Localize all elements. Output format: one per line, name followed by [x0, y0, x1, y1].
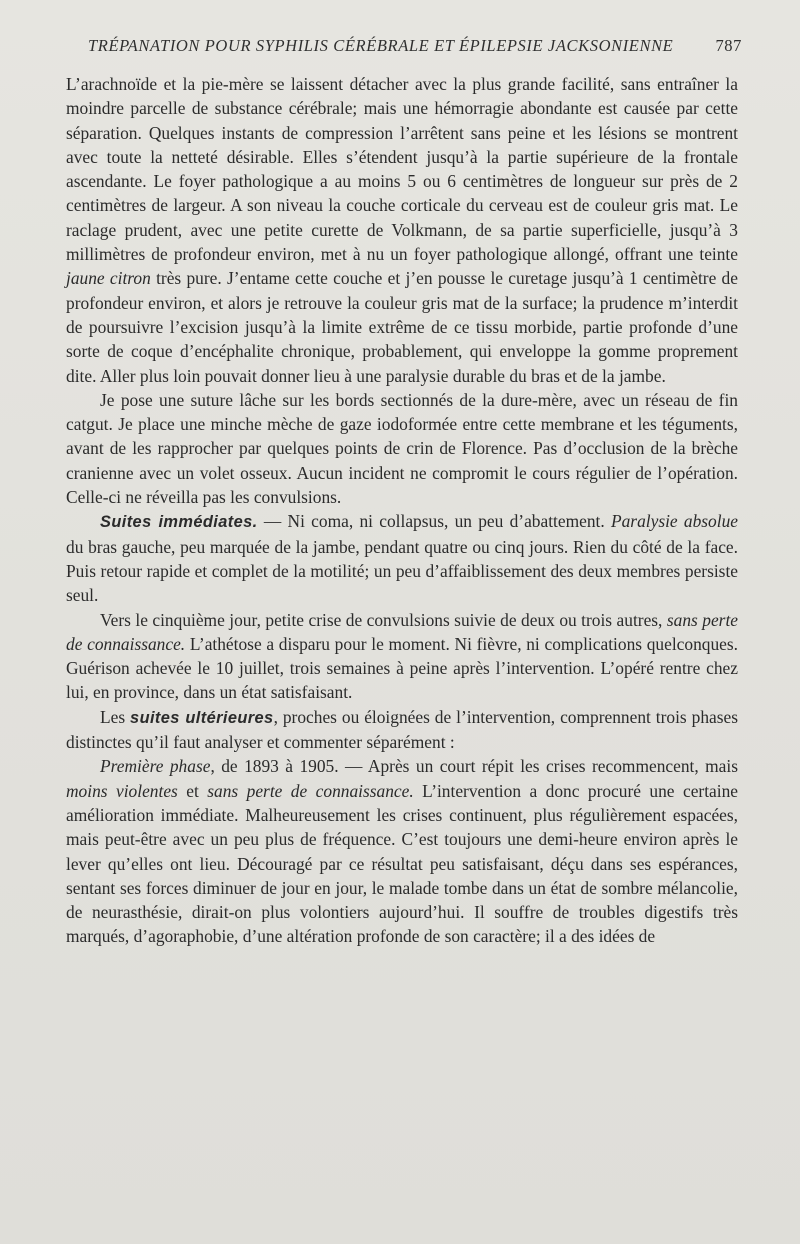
text-run: et: [177, 780, 208, 801]
section-heading: Suites immédiates.: [100, 513, 258, 532]
text-run: L’arachnoïde et la pie-mère se laissent détacher avec la plus grande facilité, sans entraîner la moindre parcelle de substance cérébrale; mais une hémorragie abondante est causée par cette séparation. Quelques instants de compression l’arrêtent sans peine et les lésions se montrent avec toute la netteté désirable. Elles s’étendent jusqu’à la partie supérieure de la frontale ascendante. Le foyer pathologique a au moins 5 ou 6 centimètres de longueur sur près de 2 centimètres de largeur. A son niveau la couche corticale du cerveau est de couleur gris mat. Le raclage prudent, avec une petite curette de Volkmann, de sa partie superficielle, jusqu’à 3 millimètres de profondeur environ, met à nu un foyer pathologique allongé, offrant une teinte: [66, 74, 738, 265]
bold-italic-run: suites ultérieures: [130, 708, 274, 727]
text-run: Vers le cinquième jour, petite crise de convulsions suivie de deux ou trois autres,: [100, 609, 667, 630]
italic-run: jaune citron: [66, 268, 151, 289]
running-head: [66, 36, 742, 58]
paragraph-4: [66, 608, 738, 705]
running-head-title: TRÉPANATION POUR SYPHILIS CÉRÉBRALE ET ÉPILEPSIE JACKSONIENNE: [88, 36, 674, 55]
italic-run: moins violentes: [66, 780, 178, 801]
text-run: , de 1893 à 1905. — Après un court répit les crises recommencent, mais: [210, 756, 738, 777]
text-run: du bras gauche, peu marquée de la jambe, pendant quatre ou cinq jours. Rien du côté de la face. Puis retour rapide et complet de la motilité; un peu d’affaiblissement des deux membres persiste seul.: [66, 536, 738, 606]
text-run: , proches ou éloignées de l’intervention, comprennent trois phases distinctes qu’il faut analyser et commenter séparément :: [66, 706, 738, 753]
paragraph-5: [66, 705, 738, 755]
text-run: très pure. J’entame cette couche et j’en pousse le curetage jusqu’à 1 centimètre de profondeur environ, et alors je retrouve la couleur gris mat de la surface; la prudence m’interdit de poursuivre l’excision jusqu’à la limite extrême de ce tissu morbide, partie profonde d’une sorte de coque d’encéphalite chronique, probablement, qui enveloppe la gomme proprement dite. Aller plus loin pouvait donner lieu à une paralysie durable du bras et de la jambe.: [66, 268, 738, 386]
paragraph-2: Je pose une suture lâche sur les bords sectionnés de la dure-mère, avec un réseau de fin catgut. Je place une minche mèche de gaze iodoformée entre cette membrane et les téguments, avant de les rapprocher par quelques points de crin de Florence. Pas d’occlusion de la brèche cranienne avec un volet osseux. Aucun incident ne compromit le cours régulier de l’opération. Celle-ci ne réveilla pas les convulsions.: [66, 389, 738, 508]
text-run: L’athétose a disparu pour le moment. Ni fièvre, ni complications quelconques. Guérison achevée le 10 juillet, trois semaines à peine après l’intervention. L’opéré rentre chez lui, en province, dans un état satisfaisant.: [66, 633, 739, 703]
paragraph-3: [66, 509, 738, 607]
italic-run: Paralysie absolue: [610, 511, 738, 532]
text-run: L’intervention a donc procuré une certaine amélioration immédiate. Malheureusement les crises continuent, plus régulièrement espacées, mais peut-être avec un peu plus de fréquence. C’est toujours une demi-heure environ après le lever qu’elles ont lieu. Découragé par ce résultat peu satisfaisant, déçu dans ses espérances, sentant ses forces diminuer de jour en jour, le malade tombe dans un état de sombre mélancolie, de neurasthésie, dirait-on plus volontiers aujourd’hui. Il souffre de troubles digestifs très marqués, d’agoraphobie, d’une altération profonde de son caractère; il a des idées de: [66, 780, 738, 947]
text-run: Les: [100, 706, 131, 727]
italic-run: sans perte de connaissance.: [207, 780, 414, 801]
text-run: — Ni coma, ni collapsus, un peu d’abattement.: [257, 511, 611, 532]
italic-run: Première phase: [100, 756, 211, 777]
body-text: [66, 72, 738, 949]
paragraph-1: [66, 72, 738, 388]
page-number: 787: [715, 36, 742, 55]
italic-run: sans perte de connaissance.: [66, 609, 738, 654]
paragraph-6: [66, 754, 738, 948]
